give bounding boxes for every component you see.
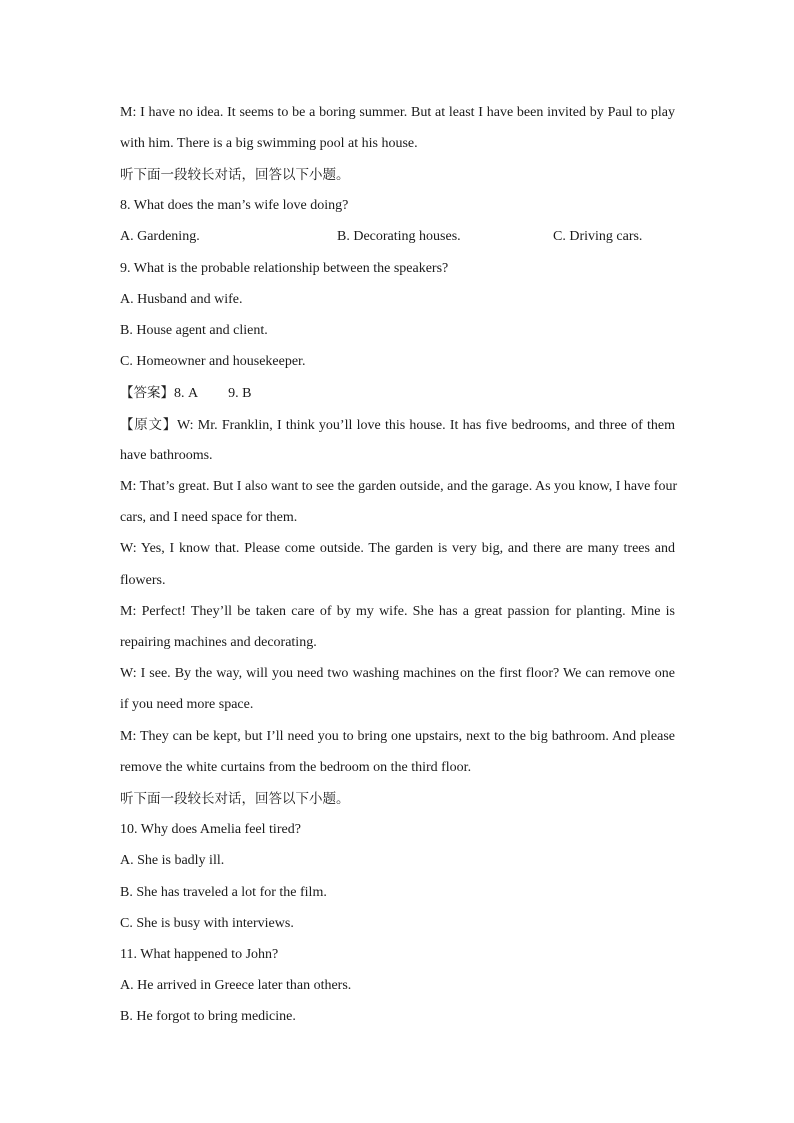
answer-9: 9. B: [228, 386, 252, 401]
question-9: 9. What is the probable relationship between the speakers?: [120, 261, 449, 276]
option-a: A. She is badly ill.: [120, 853, 225, 868]
option-b: B. House agent and client.: [120, 323, 268, 338]
option-c: C. Driving cars.: [553, 229, 643, 244]
section-header: 听下面一段较长对话，回答以下小题。: [120, 791, 350, 807]
dialogue-line: M: I have no idea. It seems to be a boring summer. But at least I have been invited by Paul to play: [120, 105, 675, 120]
option-c: C. She is busy with interviews.: [120, 916, 294, 931]
option-b: B. She has traveled a lot for the film.: [120, 885, 327, 900]
transcript-line: cars, and I need space for them.: [120, 510, 298, 525]
transcript-text: W: Mr. Franklin, I think you’ll love this house. It has five bedrooms, and three of them: [176, 418, 676, 433]
transcript-line: M: Perfect! They’ll be taken care of by my wife. She has a great passion for planting. Mine is: [120, 604, 675, 619]
question-10: 10. Why does Amelia feel tired?: [120, 822, 301, 837]
transcript-line: M: That’s great. But I also want to see the garden outside, and the garage. As you know, I have four: [120, 479, 678, 494]
question-11: 11. What happened to John?: [120, 947, 279, 962]
transcript-line: [120, 416, 675, 435]
answer-label: 【答案】: [120, 385, 174, 401]
option-a: A. Gardening.: [120, 229, 200, 244]
transcript-line: W: Yes, I know that. Please come outside. The garden is very big, and there are many trees and: [120, 541, 675, 556]
option-a: A. Husband and wife.: [120, 292, 243, 307]
option-b: B. He forgot to bring medicine.: [120, 1009, 296, 1024]
transcript-line: W: I see. By the way, will you need two washing machines on the first floor? We can remove one: [120, 666, 675, 681]
dialogue-line: with him. There is a big swimming pool at his house.: [120, 136, 418, 151]
section-header: 听下面一段较长对话，回答以下小题。: [120, 167, 350, 183]
transcript-line: repairing machines and decorating.: [120, 635, 317, 650]
transcript-line: remove the white curtains from the bedroom on the third floor.: [120, 760, 472, 775]
transcript-line: if you need more space.: [120, 697, 254, 712]
transcript-line: M: They can be kept, but I’ll need you to bring one upstairs, next to the big bathroom. And please: [120, 729, 675, 744]
question-8: 8. What does the man’s wife love doing?: [120, 198, 349, 213]
transcript-line: have bathrooms.: [120, 448, 213, 463]
transcript-line: flowers.: [120, 573, 166, 588]
option-b: B. Decorating houses.: [337, 229, 461, 244]
option-c: C. Homeowner and housekeeper.: [120, 354, 306, 369]
option-a: A. He arrived in Greece later than others.: [120, 978, 352, 993]
answer-8: 8. A: [174, 386, 199, 401]
transcript-label: 【原文】: [120, 417, 177, 433]
answer-line: [120, 384, 675, 403]
